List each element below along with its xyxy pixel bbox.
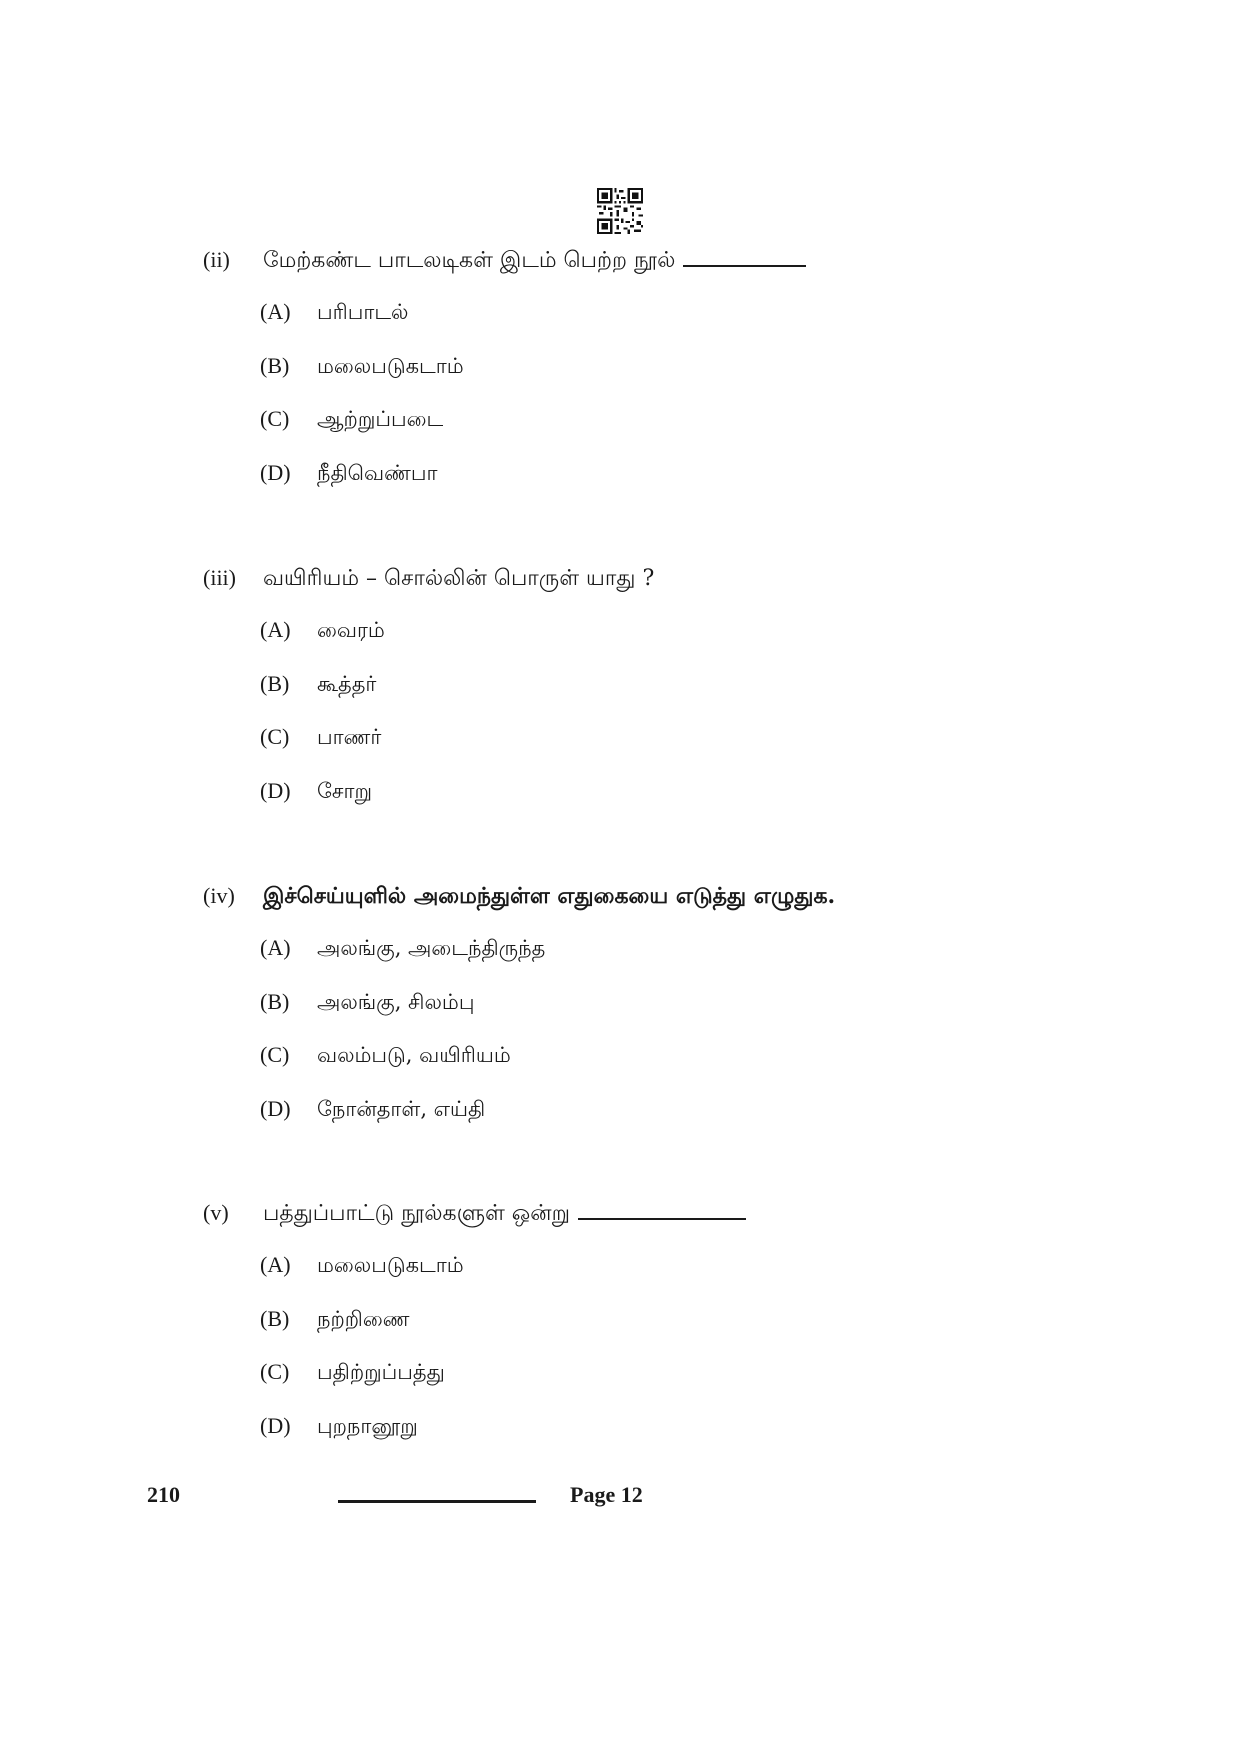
option-text: அலங்கு, சிலம்பு [317,989,475,1014]
option-text: நீதிவெண்பா [317,460,438,485]
option-c [260,406,1023,460]
option-text: மலைபடுகடாம் [317,353,464,378]
question-v [203,1200,1023,1466]
question-ii [203,247,1023,513]
option-d [260,1413,1023,1467]
question-text: மேற்கண்ட பாடலடிகள் இடம் பெற்ற நூல் [263,248,676,273]
option-text: பதிற்றுப்பத்து [317,1360,445,1384]
option-label: (A) [260,617,291,642]
option-text: பரிபாடல் [317,300,409,324]
answer-blank [683,264,806,267]
option-text: சோறு [317,778,373,803]
option-text: ஆற்றுப்படை [317,407,444,431]
option-c [260,1359,1023,1413]
option-b [260,353,1023,407]
option-label: (A) [260,935,291,960]
question-text: பத்துப்பாட்டு நூல்களுள் ஒன்று [263,1201,570,1226]
question-stem [203,247,1023,287]
option-d [260,460,1023,514]
question-iv [203,883,1023,1149]
option-label: (D) [260,777,291,803]
option-text: பாணர் [317,725,382,749]
option-list [260,935,1023,1149]
option-b [260,671,1023,725]
option-d [260,778,1023,832]
option-label: (A) [260,1252,291,1277]
option-label: (B) [260,1305,290,1331]
option-text: வலம்படு, வயிரியம் [317,1043,511,1067]
option-label: (D) [260,1095,291,1121]
answer-blank [578,1217,746,1220]
option-a [260,617,1023,671]
option-text: வைரம் [317,618,385,642]
question-text: இச்செய்யுளில் அமைந்துள்ள எதுகையை எடுத்து எழுதுக. [263,883,836,909]
option-label: (B) [260,352,290,378]
option-text: கூத்தர் [317,671,377,696]
option-c [260,1042,1023,1096]
option-label: (C) [260,1359,290,1384]
option-list [260,299,1023,513]
option-list [260,617,1023,831]
option-text: நோன்தாள், எய்தி [317,1096,486,1121]
question-number: (v) [203,1200,229,1225]
option-c [260,724,1023,778]
option-label: (C) [260,1042,290,1067]
option-b [260,989,1023,1043]
option-a [260,935,1023,989]
option-label: (D) [260,1412,291,1438]
option-b [260,1306,1023,1360]
option-text: புறநானூறு [317,1413,418,1438]
option-d [260,1096,1023,1150]
question-stem [203,883,1023,923]
question-stem [203,1200,1023,1240]
question-text: வயிரியம் – சொல்லின் பொருள் யாது ? [263,566,655,591]
option-text: மலைபடுகடாம் [317,1253,464,1277]
qr-code [597,188,643,234]
question-number: (ii) [203,247,230,272]
page-number: Page 12 [570,1482,643,1507]
option-label: (C) [260,724,290,749]
option-label: (C) [260,406,290,431]
option-label: (B) [260,988,290,1014]
option-text: அலங்கு, அடைந்திருந்த [317,936,546,960]
paper-code: 210 [147,1482,180,1507]
question-stem [203,565,1023,605]
option-text: நற்றிணை [317,1306,410,1331]
option-a [260,1252,1023,1306]
question-iii [203,565,1023,831]
footer-rule [338,1500,536,1503]
option-label: (B) [260,670,290,696]
option-label: (D) [260,459,291,485]
option-list [260,1252,1023,1466]
option-label: (A) [260,299,291,324]
option-a [260,299,1023,353]
question-number: (iii) [203,565,236,590]
question-number: (iv) [203,883,235,908]
